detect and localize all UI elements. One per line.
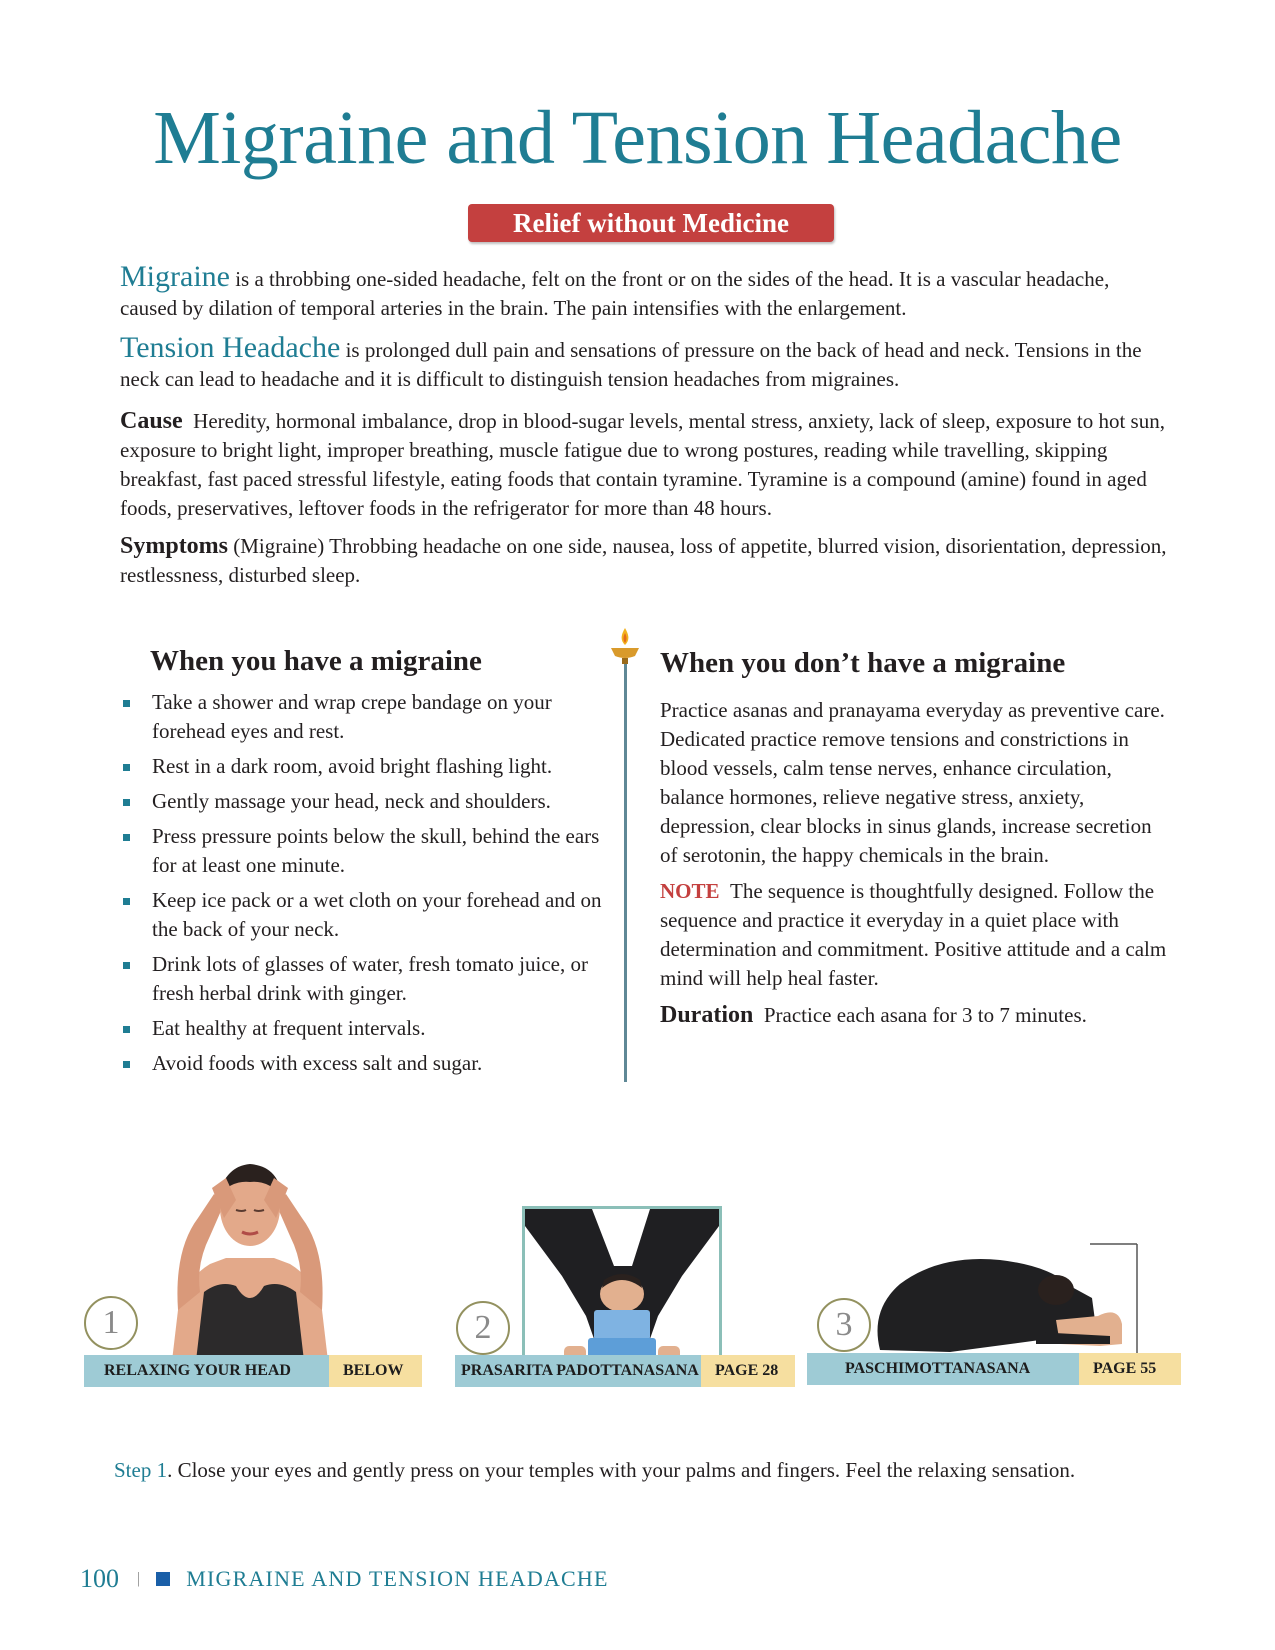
list-item: Rest in a dark room, avoid bright flashing light. (120, 752, 610, 781)
pose-1-ref: BELOW (329, 1355, 422, 1387)
note-label: NOTE (660, 879, 720, 903)
duration-text: Practice each asana for 3 to 7 minutes. (763, 1003, 1087, 1027)
symptoms-term: Symptoms (120, 533, 229, 559)
square-bullet-icon (123, 834, 130, 841)
pose-2-label (455, 1355, 795, 1387)
cause-text: Heredity, hormonal imbalance, drop in blood-sugar levels, mental stress, anxiety, lack of sleep, exposure to hot sun, exposure to bright light, improper breathing, muscle fatigue due to wrong postures, reading while travelling, skipping breakfast, fast paced stressful lifestyle, eating foods that contain tyramine. Tyramine is a compound (amine) found in aged foods, preservatives, leftover foods in the refrigerator for more than 48 hours. (120, 409, 1165, 520)
duration-label: Duration (660, 1002, 754, 1028)
pose-3-number: 3 (817, 1298, 871, 1352)
note-paragraph (660, 877, 1170, 993)
prevention-paragraph: Practice asanas and pranayama everyday as preventive care. Dedicated practice remove tensions and constrictions in blood vessels, calm tense nerves, enhance circulation, balance hormones, relieve negative stress, anxiety, depression, clear blocks in sinus glands, increase secretion of serotonin, the happy chemicals in the brain. (660, 698, 1165, 867)
pose-2-name: PRASARITA PADOTTANASANA (455, 1355, 701, 1387)
pose-1-number: 1 (84, 1296, 138, 1350)
symptoms-paragraph (120, 532, 1170, 590)
note-text: The sequence is thoughtfully designed. Follow the sequence and practice it everyday in a quiet place with determination and commitment. Positive attitude and a calm mind will help heal faster. (660, 879, 1167, 990)
cause-term: Cause (120, 408, 183, 434)
page-number: 100 (80, 1564, 119, 1593)
page-title: Migraine and Tension Headache (153, 96, 1122, 180)
right-column-heading: When you don’t have a migraine (660, 647, 1066, 679)
migraine-tips-list (120, 688, 610, 1084)
migraine-paragraph (120, 262, 1170, 323)
square-bullet-icon (123, 764, 130, 771)
pose-1-name: RELAXING YOUR HEAD (84, 1355, 329, 1387)
right-column (660, 696, 1170, 1037)
square-bullet-icon (123, 962, 130, 969)
list-item: Keep ice pack or a wet cloth on your forehead and on the back of your neck. (120, 886, 610, 944)
migraine-term: Migraine (120, 260, 230, 293)
pose-3-ref: PAGE 55 (1079, 1353, 1181, 1385)
pose-1-label (84, 1355, 422, 1387)
pose-1-image (150, 1160, 350, 1378)
oil-lamp-icon (609, 626, 641, 666)
left-column-heading: When you have a migraine (150, 645, 482, 677)
page-footer (80, 1564, 609, 1594)
list-item: Press pressure points below the skull, behind the ears for at least one minute. (120, 822, 610, 880)
pose-3-label (807, 1353, 1181, 1385)
footer-separator: | (137, 1570, 141, 1587)
pose-3-image (860, 1240, 1140, 1358)
step-caption (114, 1458, 1075, 1483)
pose-2-image (522, 1206, 722, 1366)
square-bullet-icon (123, 1061, 130, 1068)
list-item: Take a shower and wrap crepe bandage on your forehead eyes and rest. (120, 688, 610, 746)
tension-term: Tension Headache (120, 331, 341, 364)
cause-paragraph (120, 407, 1170, 523)
pose-2-number: 2 (456, 1301, 510, 1355)
square-bullet-icon (123, 700, 130, 707)
footer-section-title: MIGRAINE AND TENSION HEADACHE (186, 1566, 609, 1591)
list-item: Avoid foods with excess salt and sugar. (120, 1049, 610, 1078)
list-item: Eat healthy at frequent intervals. (120, 1014, 610, 1043)
square-bullet-icon (123, 1026, 130, 1033)
subtitle-badge: Relief without Medicine (468, 204, 834, 242)
column-divider (624, 660, 627, 1082)
square-bullet-icon (123, 799, 130, 806)
step-text: . Close your eyes and gently press on your temples with your palms and fingers. Feel the relaxing sensation. (167, 1458, 1076, 1482)
list-item: Drink lots of glasses of water, fresh tomato juice, or fresh herbal drink with ginger. (120, 950, 610, 1008)
pose-3-name: PASCHIMOTTANASANA (807, 1353, 1079, 1385)
symptoms-text: (Migraine) Throbbing headache on one side, nausea, loss of appetite, blurred vision, disorientation, depression, restlessness, disturbed sleep. (120, 534, 1167, 587)
step-label: Step 1 (114, 1458, 168, 1482)
square-bullet-icon (123, 898, 130, 905)
migraine-text: is a throbbing one-sided headache, felt on the front or on the sides of the head. It is a vascular headache, caused by dilation of temporal arteries in the brain. The pain intensifies with the enlargement. (120, 267, 1110, 320)
pose-2-ref: PAGE 28 (701, 1355, 795, 1387)
duration-paragraph (660, 1001, 1170, 1030)
list-item: Gently massage your head, neck and shoulders. (120, 787, 610, 816)
tension-text: is prolonged dull pain and sensations of pressure on the back of head and neck. Tensions in the neck can lead to headache and it is difficult to distinguish tension headaches from migraines. (120, 338, 1142, 391)
square-marker-icon (156, 1572, 170, 1586)
tension-paragraph (120, 333, 1170, 394)
